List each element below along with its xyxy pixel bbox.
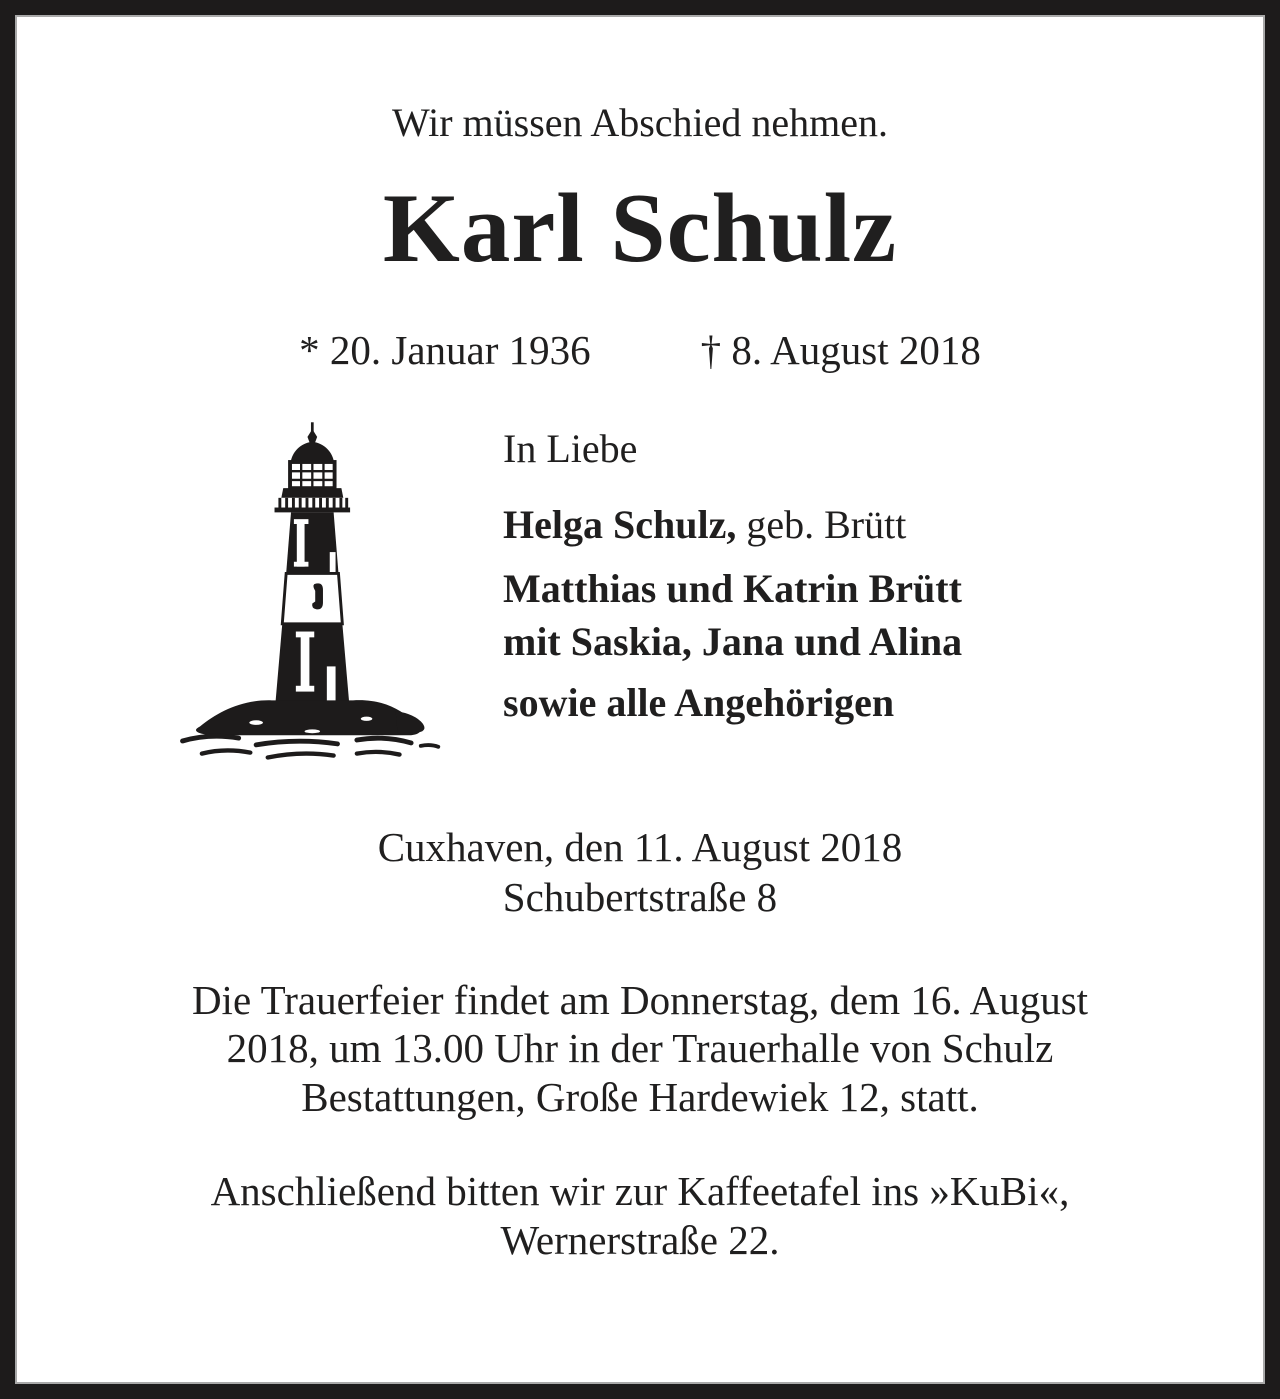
reception-info <box>17 1167 1263 1264</box>
reception-line: Anschließend bitten wir zur Kaffeetafel ins »KuBi«, <box>210 1168 1070 1215</box>
funeral-line: 2018, um 13.00 Uhr in der Trauerhalle von Schulz <box>226 1025 1054 1072</box>
funeral-info <box>17 976 1263 1121</box>
lighthouse-illustration <box>167 405 477 772</box>
mourner-name: mit Saskia, Jana und Alina <box>503 619 963 665</box>
mourner-line <box>503 501 962 549</box>
mourner-name: Matthias und Katrin Brütt <box>503 566 962 612</box>
lighthouse-icon <box>167 405 477 767</box>
mourners-block <box>503 405 962 727</box>
mourner-line <box>503 565 962 613</box>
intro-line: Wir müssen Abschied nehmen. <box>391 100 889 145</box>
salutation: In Liebe <box>503 426 638 472</box>
funeral-line: Die Trauerfeier findet am Donnerstag, dem 16. August <box>191 977 1089 1024</box>
place-date-block <box>17 822 1263 922</box>
deceased-name: Karl Schulz <box>382 174 898 283</box>
birth-date: * 20. Januar 1936 <box>299 326 591 373</box>
funeral-line: Bestattungen, Große Hardewiek 12, statt. <box>301 1073 979 1120</box>
mourner-line <box>503 679 962 727</box>
middle-section <box>17 405 1263 772</box>
place-date-line: Cuxhaven, den 11. August 2018 <box>377 824 903 871</box>
life-dates <box>17 326 1263 375</box>
reception-line: Wernerstraße 22. <box>500 1216 780 1263</box>
address-line: Schubertstraße 8 <box>502 874 778 921</box>
obituary-card <box>15 15 1265 1384</box>
mourner-name: Helga Schulz, <box>503 502 737 548</box>
mourner-line <box>503 618 962 666</box>
mourner-suffix: geb. Brütt <box>736 502 907 548</box>
mourner-name: sowie alle Angehörigen <box>503 680 895 726</box>
death-date: † 8. August 2018 <box>700 326 981 373</box>
